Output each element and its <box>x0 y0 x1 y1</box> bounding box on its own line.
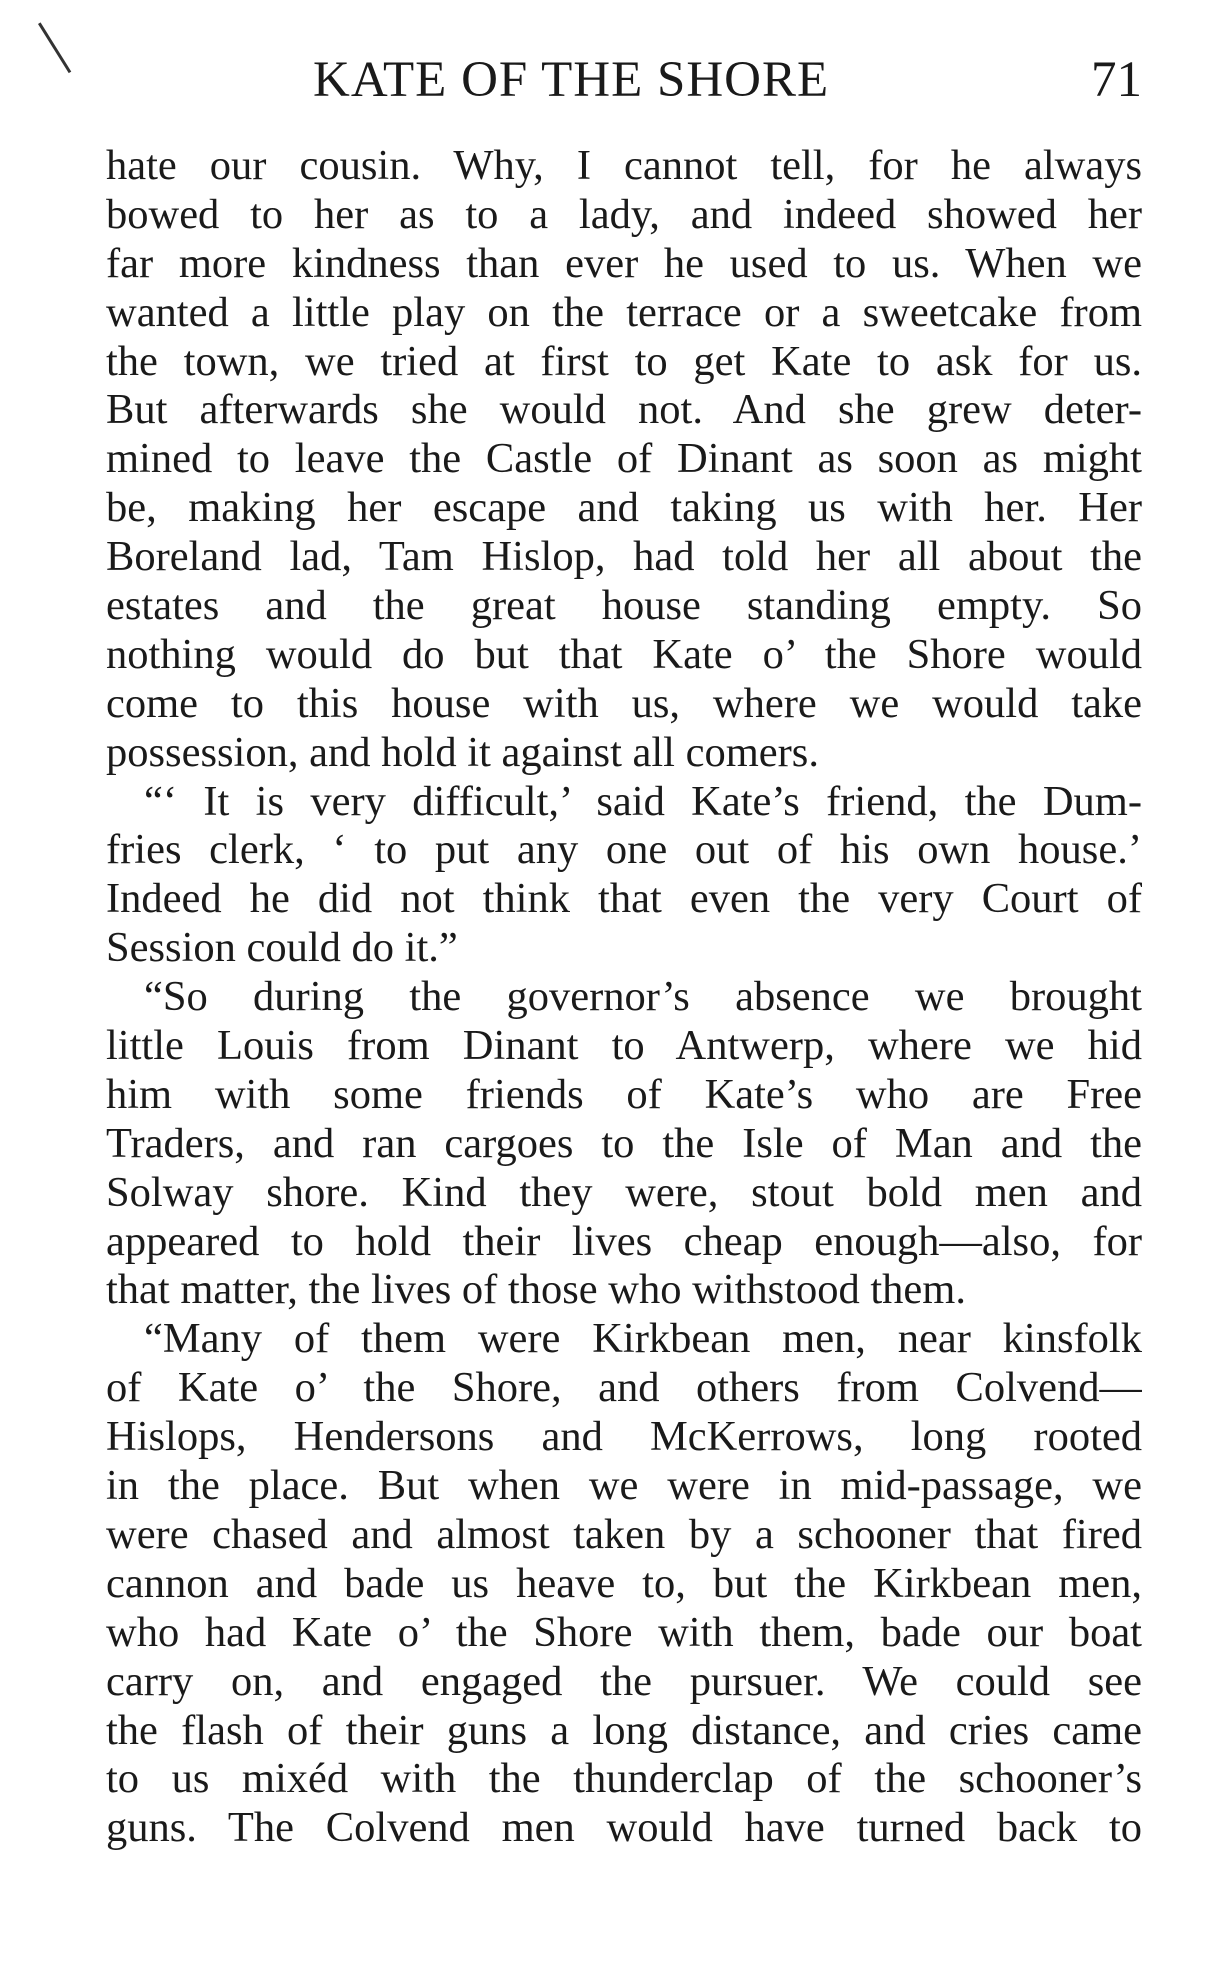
text-line: appeared to hold their lives cheap enough—also, for <box>106 1217 1142 1265</box>
body-text <box>106 142 1142 1853</box>
text-line: little Louis from Dinant to Antwerp, where we hid <box>106 1022 1142 1070</box>
text-line: But afterwards she would not. And she grew deter- <box>106 386 1142 434</box>
text-line: who had Kate o’ the Shore with them, bade our boat <box>106 1608 1142 1656</box>
text-line: wanted a little play on the terrace or a sweetcake from <box>106 288 1142 336</box>
text-line: were chased and almost taken by a schooner that fired <box>106 1510 1142 1558</box>
text-line: fries clerk, ‘ to put any one out of his own house.’ <box>106 826 1142 874</box>
text-line: far more kindness than ever he used to us. When we <box>106 239 1142 287</box>
text-line: hate our cousin. Why, I cannot tell, for he always <box>106 142 1142 189</box>
text-line: Traders, and ran cargoes to the Isle of Man and the <box>106 1119 1142 1167</box>
text-line: of Kate o’ the Shore, and others from Colvend— <box>106 1364 1142 1412</box>
text-line: him with some friends of Kate’s who are Free <box>106 1070 1142 1118</box>
text-line: come to this house with us, where we would take <box>106 679 1142 727</box>
text-line: “Many of them were Kirkbean men, near kinsfolk <box>144 1315 1142 1363</box>
text-line: Boreland lad, Tam Hislop, had told her all about the <box>106 533 1142 581</box>
text-line: nothing would do but that Kate o’ the Shore would <box>106 630 1142 678</box>
page-number: 71 <box>1091 52 1142 108</box>
text-line: guns. The Colvend men would have turned back to <box>106 1804 1142 1852</box>
text-line: carry on, and engaged the pursuer. We could see <box>106 1657 1142 1705</box>
text-line: that matter, the lives of those who withstood them. <box>106 1266 966 1314</box>
text-line: be, making her escape and taking us with her. Her <box>106 484 1142 532</box>
pencil-mark <box>38 22 71 73</box>
page-header <box>106 50 1142 110</box>
text-line: the town, we tried at first to get Kate to ask for us. <box>106 337 1142 385</box>
text-line: “‘ It is very difficult,’ said Kate’s friend, the Dum- <box>144 777 1142 825</box>
text-line: mined to leave the Castle of Dinant as soon as might <box>106 435 1142 483</box>
text-line: to us mixéd with the thunderclap of the schooner’s <box>106 1755 1142 1803</box>
text-line: “So during the governor’s absence we brought <box>144 973 1142 1021</box>
running-title: KATE OF THE SHORE <box>313 52 830 108</box>
text-line: Session could do it.” <box>106 924 458 972</box>
text-line: Indeed he did not think that even the very Court of <box>106 875 1142 923</box>
text-line: estates and the great house standing empty. So <box>106 582 1142 630</box>
text-line: cannon and bade us heave to, but the Kirkbean men, <box>106 1559 1142 1607</box>
text-line: possession, and hold it against all comers. <box>106 728 819 776</box>
text-line: the flash of their guns a long distance, and cries came <box>106 1706 1142 1754</box>
text-line: in the place. But when we were in mid-passage, we <box>106 1462 1142 1510</box>
text-line: bowed to her as to a lady, and indeed showed her <box>106 190 1142 238</box>
text-line: Solway shore. Kind they were, stout bold men and <box>106 1168 1142 1216</box>
text-line: Hislops, Hendersons and McKerrows, long rooted <box>106 1413 1142 1461</box>
